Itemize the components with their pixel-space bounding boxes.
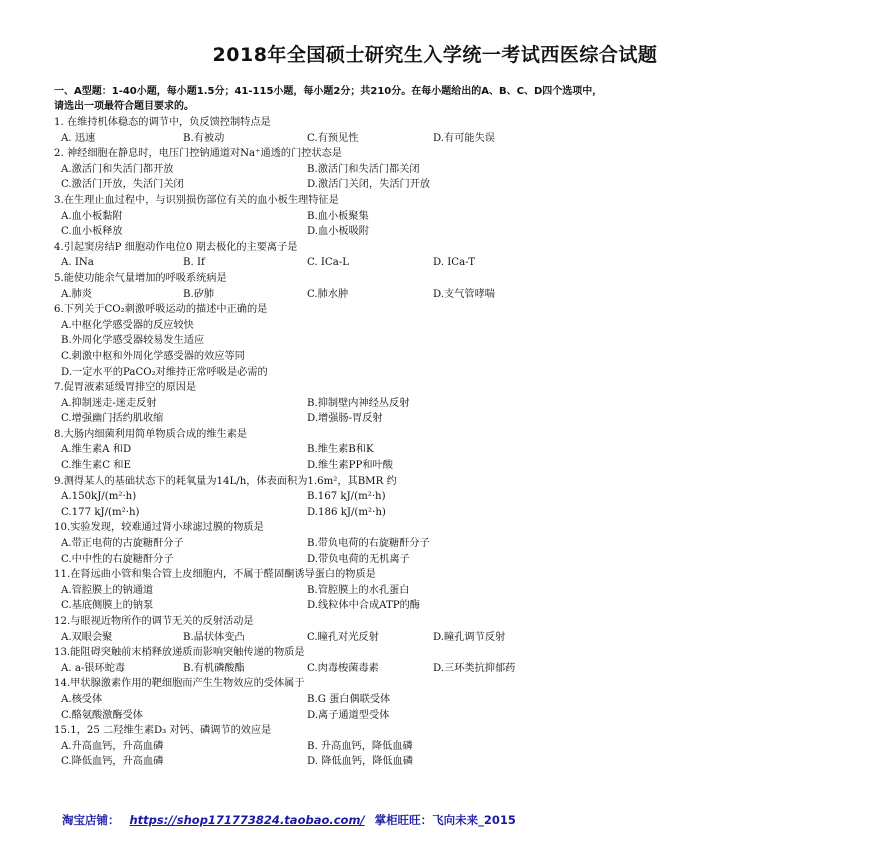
question-stem: 15.1，25 二羟维生素D₃ 对钙、磷调节的效应是	[54, 725, 272, 737]
answer-option: C.增强幽门括约肌收缩	[61, 413, 164, 425]
instructions-line-2: 请选出一项最符合题目要求的。	[54, 101, 194, 112]
question-stem: 14.甲状腺激素作用的靶细胞而产生生物效应的受体属于	[54, 678, 305, 690]
option-row	[54, 583, 824, 599]
answer-option: D.带负电荷的无机离子	[307, 553, 410, 565]
answer-option: B.抑制壁内神经丛反射	[307, 397, 410, 409]
answer-option: D.三环类抗抑郁药	[433, 662, 516, 674]
question-stem: 7.促胃液素延缓胃排空的原因是	[54, 382, 197, 394]
option-row	[54, 598, 824, 614]
question-12	[54, 614, 824, 645]
answer-option: C.瞳孔对光反射	[307, 631, 379, 643]
question-stem: 4.引起窦房结P 细胞动作电位0 期去极化的主要离子是	[54, 241, 298, 253]
footer	[62, 812, 526, 828]
owner-label: 掌柜旺旺：飞向未来_2015	[374, 813, 516, 827]
answer-option: D.线粒体中合成ATP的酶	[307, 600, 420, 612]
answer-option: C.刺激中枢和外周化学感受器的效应等同	[61, 350, 245, 362]
option-row	[54, 505, 824, 521]
option-row	[54, 708, 824, 724]
question-stem: 9.测得某人的基础状态下的耗氧量为14L/h，体表面积为1.6m²，其BMR 约	[54, 475, 397, 487]
answer-option: D. ICa-T	[433, 257, 476, 269]
answer-option: C.177 kJ/(m²·h)	[61, 506, 140, 518]
answer-option: D.一定水平的PaCO₂对维持正常呼吸是必需的	[61, 366, 268, 378]
answer-option: A. 迅速	[61, 132, 96, 144]
question-stem: 13.能阻碍突触前末梢释放递质而影响突触传递的物质是	[54, 647, 305, 659]
answer-option: C.有预见性	[307, 132, 359, 144]
answer-option: C.血小板释放	[61, 226, 123, 238]
answer-option: D. 降低血钙，降低血磷	[307, 756, 413, 768]
option-row	[54, 396, 824, 412]
answer-option: A. INa	[61, 257, 94, 269]
answer-option: B.167 kJ/(m²·h)	[307, 491, 386, 503]
option-row	[54, 552, 824, 568]
option-row	[54, 287, 824, 303]
option-row	[54, 458, 824, 474]
answer-option: A.中枢化学感受器的反应较快	[61, 319, 194, 331]
option-row	[54, 209, 824, 225]
option-row	[54, 333, 824, 349]
answer-option: C.肉毒梭菌毒素	[307, 662, 379, 674]
answer-option: C.酪氨酸激酶受体	[61, 709, 143, 721]
answer-option: B.有机磷酸酯	[183, 662, 245, 674]
answer-option: A.带正电荷的古旋糖酐分子	[61, 538, 184, 550]
question-stem: 5.能使功能余气量增加的呼吸系统病是	[54, 272, 227, 284]
answer-option: C.激活门开放，失活门关闭	[61, 179, 184, 191]
answer-option: A.激活门和失活门都开放	[61, 163, 174, 175]
option-row	[54, 661, 824, 677]
answer-option: A.维生素A 和D	[61, 444, 132, 456]
answer-option: A.肺炎	[61, 288, 92, 300]
instructions-line-1: 一、A型题：1-40小题，每小题1.5分；41-115小题，每小题2分；共210分。在每小题给出的A、B、C、D四个选项中，	[54, 86, 603, 97]
question-5	[54, 271, 824, 302]
shop-link[interactable]: https://shop171773824.taobao.com/	[129, 813, 365, 827]
option-row	[54, 442, 824, 458]
document-title: 2018年全国硕士研究生入学统一考试西医综合试题	[212, 44, 658, 66]
answer-option: D.维生素PP和叶酸	[307, 460, 393, 472]
answer-option: D.血小板吸附	[307, 226, 369, 238]
question-stem: 6.下列关于CO₂刺激呼吸运动的描述中正确的是	[54, 304, 268, 316]
answer-option: A.双眼会聚	[61, 631, 113, 643]
answer-option: D.激活门关闭，失活门开放	[307, 179, 431, 191]
question-stem: 3.在生理止血过程中，与识别损伤部位有关的血小板生理特征是	[54, 194, 339, 206]
question-15	[54, 723, 824, 770]
question-10	[54, 520, 824, 567]
option-row	[54, 739, 824, 755]
option-row	[54, 349, 824, 365]
option-row	[54, 131, 824, 147]
question-stem: 2. 神经细胞在静息时，电压门控钠通道对Na⁺通透的门控状态是	[54, 148, 343, 160]
question-stem: 11.在肾远曲小管和集合管上皮细胞内，不属于醛固酮诱导蛋白的物质是	[54, 569, 376, 581]
question-stem: 12.与眼视近物所作的调节无关的反射活动是	[54, 616, 254, 627]
question-stem: 1. 在维持机体稳态的调节中，负反馈控制特点是	[54, 117, 271, 128]
answer-option: A.管腔膜上的钠通道	[61, 584, 154, 596]
question-stem: 8.大肠内细菌利用简单物质合成的维生素是	[54, 428, 248, 440]
answer-option: B. 升高血钙，降低血磷	[307, 740, 413, 752]
answer-option: C.基底侧膜上的钠泵	[61, 600, 154, 612]
question-7	[54, 380, 824, 427]
answer-option: C.降低血钙，升高血磷	[61, 756, 164, 768]
option-row	[54, 224, 824, 240]
answer-option: B.维生素B和K	[307, 444, 374, 456]
option-row	[54, 489, 824, 505]
answer-option: A.血小板黏附	[61, 210, 123, 222]
answer-option: D.支气管哮喘	[433, 288, 495, 300]
question-2	[54, 146, 824, 193]
answer-option: A.抑制迷走-迷走反射	[61, 397, 157, 409]
option-row	[54, 177, 824, 193]
shop-label: 淘宝店铺：	[62, 813, 120, 827]
option-row	[54, 255, 824, 271]
question-13	[54, 645, 824, 676]
answer-option: D.瞳孔调节反射	[433, 631, 506, 643]
answer-option: A.核受体	[61, 693, 103, 705]
question-14	[54, 676, 824, 723]
answer-option: B.激活门和失活门都关闭	[307, 163, 420, 175]
question-9	[54, 474, 824, 521]
option-row	[54, 318, 824, 334]
question-3	[54, 193, 824, 240]
answer-option: B.晶状体变凸	[183, 631, 245, 643]
answer-option: B.G 蛋白偶联受体	[307, 693, 391, 705]
option-row	[54, 536, 824, 552]
question-list	[54, 115, 824, 770]
answer-option: D.增强肠-胃反射	[307, 413, 383, 425]
instructions	[54, 84, 824, 114]
answer-option: C.肺水肿	[307, 288, 349, 300]
answer-option: B. If	[183, 257, 205, 269]
option-row	[54, 754, 824, 770]
question-6	[54, 302, 824, 380]
answer-option: B.外周化学感受器较易发生适应	[61, 335, 205, 347]
answer-option: C.中中性的右旋糖酐分子	[61, 553, 174, 565]
option-row	[54, 630, 824, 646]
question-11	[54, 567, 824, 614]
answer-option: A. a-银环蛇毒	[61, 662, 126, 674]
answer-option: A.150kJ/(m²·h)	[61, 491, 137, 503]
answer-option: D.离子通道型受体	[307, 709, 390, 721]
option-row	[54, 692, 824, 708]
answer-option: A.升高血钙，升高血磷	[61, 740, 164, 752]
answer-option: B.带负电荷的右旋糖酐分子	[307, 538, 430, 550]
answer-option: B.有被动	[183, 132, 225, 144]
question-8	[54, 427, 824, 474]
answer-option: B.管腔膜上的水孔蛋白	[307, 584, 410, 596]
question-4	[54, 240, 824, 271]
answer-option: C. ICa-L	[307, 257, 350, 269]
answer-option: D.有可能失误	[433, 132, 495, 144]
question-1	[54, 115, 824, 146]
option-row	[54, 162, 824, 178]
option-row	[54, 365, 824, 381]
answer-option: B.矽肺	[183, 288, 215, 300]
answer-option: B.血小板聚集	[307, 210, 369, 222]
option-row	[54, 411, 824, 427]
answer-option: D.186 kJ/(m²·h)	[307, 506, 386, 518]
question-stem: 10.实验发现，较难通过肾小球滤过膜的物质是	[54, 522, 264, 534]
answer-option: C.维生素C 和E	[61, 460, 131, 472]
